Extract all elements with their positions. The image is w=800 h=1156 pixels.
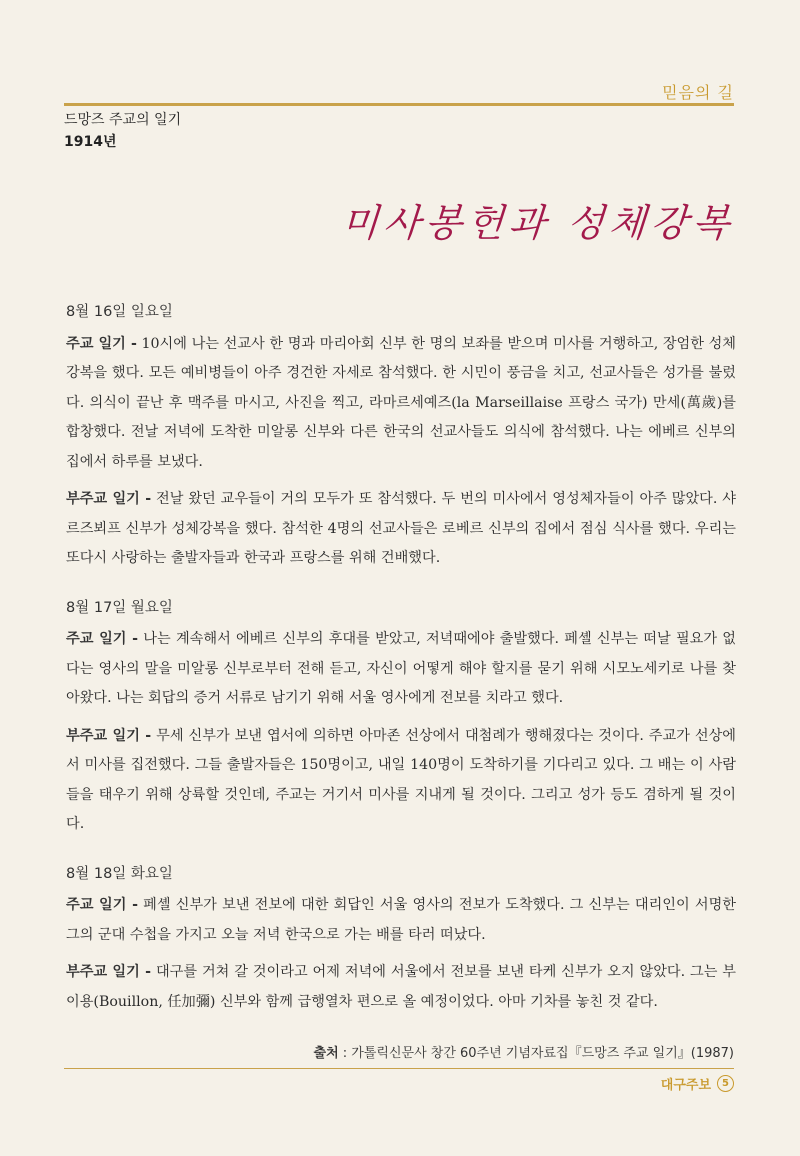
entry-paragraph [66,485,736,574]
entry-paragraph [66,330,736,478]
publication-name: 대구주보 [660,1078,711,1093]
paragraph-label: 부주교 일기 - [66,727,152,744]
paragraph-text: 대구를 거쳐 갈 것이라고 어제 저녁에 서울에서 전보를 보낸 타케 신부가 오지 않았다. 그는 부이용(Bouillon, 任加彌) 신부와 함께 급행열차 편으로 올 예정이었다. 아마 기차를 놓친 것 같다. [66,964,737,1010]
paragraph-label: 주교 일기 - [66,897,138,913]
paragraph-text: 10시에 나는 선교사 한 명과 마리아회 신부 한 명의 보좌를 받으며 미사를 거행하고, 장엄한 성체강복을 했다. 모든 예비병들이 아주 경건한 자세로 참석했다. 한 시민이 풍금을 치고, 선교사들은 성가를 불렀다. 의식이 끝난 후 맥주를 마시고, 사진을 찍고, 라마르세예즈(la Marseillaise 프랑스 국가) 만세(萬歲)를 합창했다. 전날 저녁에 도착한 미알롱 신부와 다른 한국의 선교사들도 의식에 참석했다. 나는 에베르 신부의 집에서 하루를 보냈다. [66,335,736,470]
series-year: 1914년 [64,134,117,150]
paragraph-label: 부주교 일기 - [66,964,152,980]
entry-date: 8월 17일 월요일 [66,599,173,616]
paragraph-label: 주교 일기 - [66,335,137,352]
paragraph-label: 주교 일기 - [66,631,139,647]
source-label: 출처 [313,1046,339,1061]
paragraph-text: 무세 신부가 보낸 엽서에 의하면 아마존 선상에서 대첨례가 행해졌다는 것이다. 주교가 선상에서 미사를 집전했다. 그들 출발자들은 150명이고, 내일 140명이 도착하기를 기다리고 있다. 그 배는 이 사람들을 태우기 위해 상륙할 것인데, 주교는 거기서 미사를 지내게 될 것이다. 그리고 성가 등도 겸하게 될 것이다. [66,727,736,832]
entry-date: 8월 16일 일요일 [66,304,173,320]
source-text: : 가톨릭신문사 창간 60주년 기념자료집『드망즈 주교 일기』(1987) [338,1046,734,1061]
diary-entry [66,594,736,840]
entry-paragraph [66,958,736,1017]
paragraph-text: 페셸 신부가 보낸 전보에 대한 회답인 서울 영사의 전보가 도착했다. 그 신부는 대리인이 서명한 그의 군대 수첩을 가지고 오늘 저녁 한국으로 가는 배를 타러 떠났다. [66,897,736,943]
paragraph-text: 전날 왔던 교우들이 거의 모두가 또 참석했다. 두 번의 미사에서 영성체자들이 아주 많았다. 샤르즈뵈프 신부가 성체강복을 했다. 참석한 4명의 선교사들은 로베르 신부의 집에서 점심 식사를 했다. 우리는 또다시 사랑하는 출발자들과 한국과 프랑스를 위해 건배했다. [66,491,737,566]
series-title: 드망즈 주교의 일기 [64,112,182,128]
page-footer [661,1074,734,1093]
entry-date: 8월 18일 화요일 [66,865,173,882]
entry-paragraph [66,891,736,950]
article-headline: 미사봉헌과 성체강복 [339,201,736,245]
diary-entry [66,298,736,574]
article-body [66,298,736,1037]
paragraph-label: 부주교 일기 - [66,491,152,507]
top-divider [64,103,734,106]
entry-paragraph [66,722,736,840]
paragraph-text: 나는 계속해서 에베르 신부의 후대를 받았고, 저녁때에야 출발했다. 페셸 신부는 떠날 필요가 없다는 영사의 말을 미알롱 신부로부터 전해 듣고, 자신이 어떻게 해야 할지를 묻기 위해 시모노세키로 나를 찾아왔다. 나는 회답의 증거 서류로 남기기 위해 서울 영사에게 전보를 치라고 했다. [66,631,736,706]
section-tag: 믿음의 길 [662,83,734,102]
diary-entry [66,860,736,1018]
page-number: 5 [717,1075,734,1092]
source-citation [314,1042,734,1061]
entry-paragraph [66,625,736,714]
bottom-divider [64,1068,734,1069]
